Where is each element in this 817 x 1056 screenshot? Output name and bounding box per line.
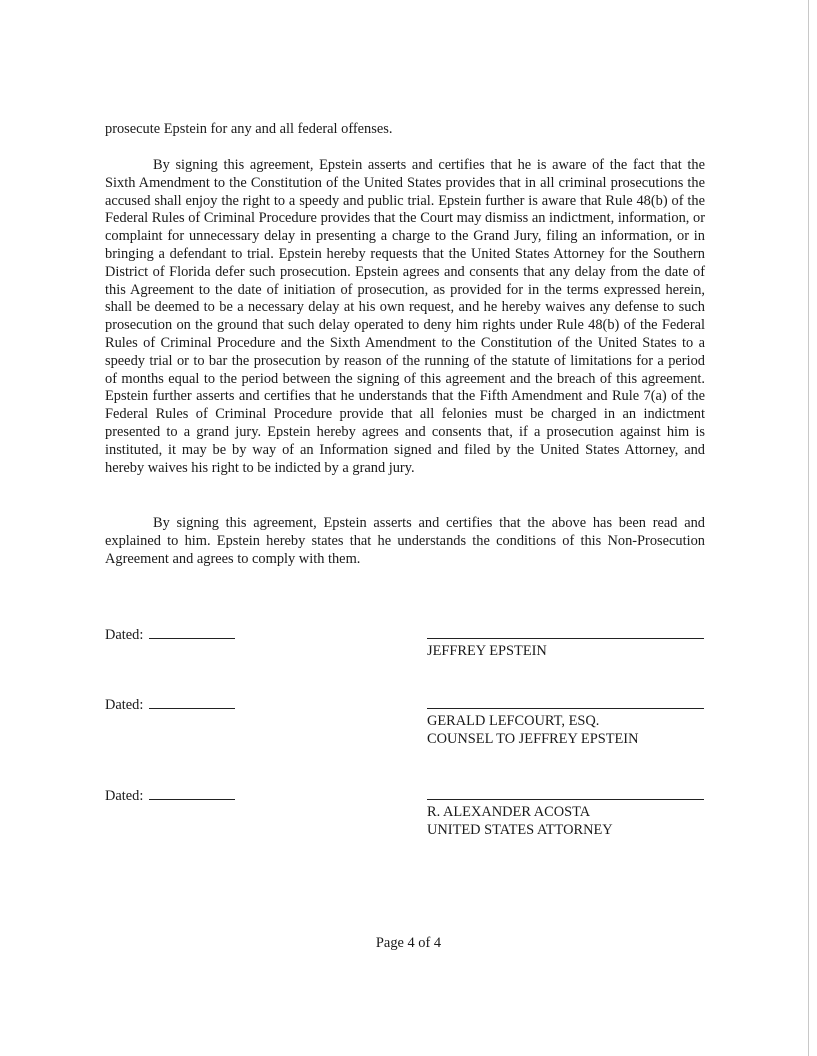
dated-label: Dated: (105, 627, 144, 643)
signer-info (427, 712, 639, 748)
dated-field (105, 785, 235, 805)
signer-name: GERALD LEFCOURT, ESQ. (427, 713, 600, 729)
date-blank-line (149, 785, 235, 800)
dated-label: Dated: (105, 697, 144, 713)
signature-block-acosta (0, 785, 817, 845)
signature-line (427, 638, 704, 639)
dated-field (105, 694, 235, 714)
scan-edge-line (808, 0, 809, 1056)
signer-title: COUNSEL TO JEFFREY EPSTEIN (427, 731, 639, 747)
dated-field (105, 624, 235, 644)
signer-name: JEFFREY EPSTEIN (427, 643, 547, 659)
paragraph-continuation: prosecute Epstein for any and all federal offenses. (105, 121, 393, 137)
date-blank-line (149, 624, 235, 639)
signer-name: R. ALEXANDER ACOSTA (427, 804, 591, 820)
signature-block-epstein (0, 624, 817, 684)
signer-info (427, 642, 547, 660)
signature-block-lefcourt (0, 694, 817, 754)
signature-line (427, 708, 704, 709)
paragraph-waiver-speedy-trial: By signing this agreement, Epstein asserts and certifies that he is aware of the fact that the Sixth Amendment to the Constitution of the United States provides that in all criminal prosecutions the accused shall enjoy the right to a speedy and public trial. Epstein further is aware that Rule 48(b) of the Federal Rules of Criminal Procedure provides that the Court may dismiss an indictment, information, or complaint for unnecessary delay in presenting a charge to the Grand Jury, filing an information, or in bringing a defendant to trial. Epstein hereby requests that the United States Attorney for the Southern District of Florida defer such prosecution. Epstein agrees and consents that any delay from the date of this Agreement to the date of initiation of prosecution, as provided for in the terms expressed herein, shall be deemed to be a necessary delay at his own request, and he hereby waives any defense to such prosecution on the ground that such delay operated to deny him rights under Rule 48(b) of the Federal Rules of Criminal Procedure and the Sixth Amendment to the Constitution of the United States to a speedy trial or to bar the prosecution by reason of the running of the statute of limitations for a period of months equal to the period between the signing of this agreement and the breach of this agreement. Epstein further asserts and certifies that he understands that the Fifth Amendment and Rule 7(a) of the Federal Rules of Criminal Procedure provide that all felonies must be charged in an indictment presented to a grand jury. Epstein hereby agrees and consents that, if a prosecution against him is instituted, it may be by way of an Information signed and filed by the United States Attorney, and hereby waives his right to be indicted by a grand jury. (105, 157, 705, 476)
date-blank-line (149, 694, 235, 709)
signature-line (427, 799, 704, 800)
signer-title: UNITED STATES ATTORNEY (427, 822, 613, 838)
dated-label: Dated: (105, 788, 144, 804)
paragraph-acknowledgment: By signing this agreement, Epstein asserts and certifies that the above has been read and explained to him. Epstein hereby states that he understands the conditions of this Non-Prosecution Agreement and agrees to comply with them. (105, 515, 705, 567)
signer-info (427, 803, 613, 839)
page-number: Page 4 of 4 (375, 935, 442, 951)
